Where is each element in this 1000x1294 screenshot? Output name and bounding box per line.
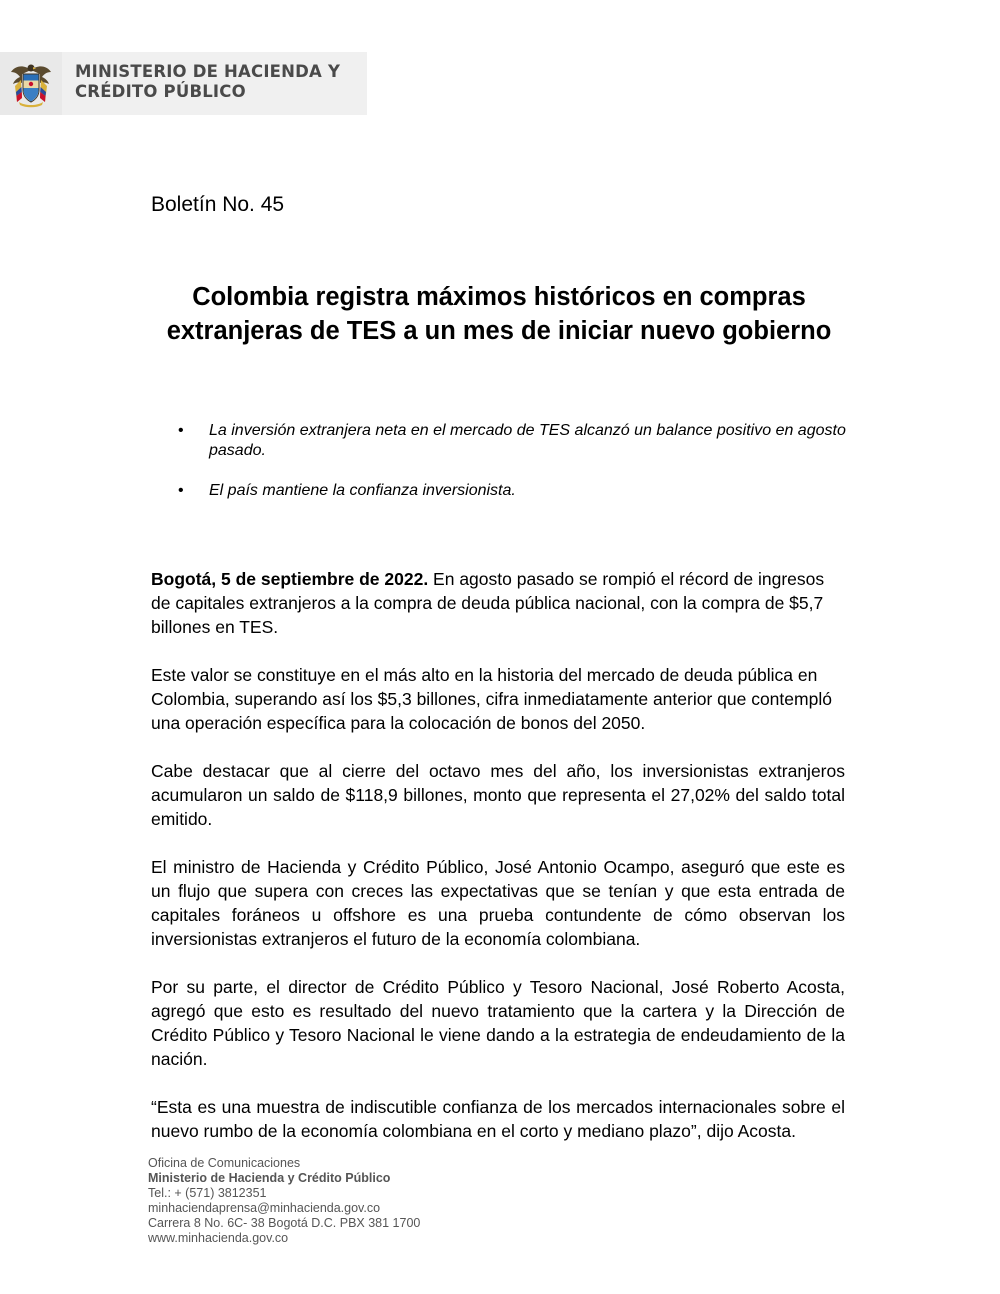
ministry-name-line1: MINISTERIO DE HACIENDA Y [75,62,341,81]
title-line1: Colombia registra máximos históricos en compras [192,283,806,311]
crest-cell [0,52,62,115]
title-line2: extranjeras de TES a un mes de iniciar nuevo gobierno [166,317,832,345]
colombia-coat-of-arms-icon [9,60,53,108]
footer-ministry: Ministerio de Hacienda y Crédito Público [148,1171,391,1185]
ministry-name [75,62,340,102]
paragraph: Este valor se constituye en el más alto en la historia del mercado de deuda pública en Colombia, superando así los $5,3 billones, cifra inmediatamente anterior que contempló una operación específica para la colocación de bonos del 2050. [151,665,832,733]
contact-footer [148,1156,420,1246]
dateline: Bogotá, 5 de septiembre de 2022. [151,569,429,589]
paragraph: Por su parte, el director de Crédito Público y Tesoro Nacional, José Roberto Acosta, agregó que esto es resultado del nuevo tratamiento que la cartera y la Dirección de Crédito Público y Tesoro Nacional le viene dando a la estrategia de endeudamiento de la nación. [151,977,845,1069]
paragraph-quote: “Esta es una muestra de indiscutible confianza de los mercados internacionales sobre el nuevo rumbo de la economía colombiana en el corto y mediano plazo”, dijo Acosta. [151,1097,845,1141]
highlight-item: • La inversión extranjera neta en el mercado de TES alcanzó un balance positivo en agosto pasado. [151,421,851,461]
paragraph-lead [151,567,845,639]
highlights-list [151,421,851,521]
ministry-name-line2: CRÉDITO PÚBLICO [75,82,246,101]
article-body [151,567,845,1167]
footer-email[interactable]: minhaciendaprensa@minhacienda.gov.co [148,1201,381,1215]
footer-website[interactable]: www.minhacienda.gov.co [148,1231,289,1245]
press-release-title [120,280,878,348]
footer-office: Oficina de Comunicaciones [148,1156,301,1170]
footer-phone: Tel.: + (571) 3812351 [148,1186,267,1200]
paragraph: El ministro de Hacienda y Crédito Público, José Antonio Ocampo, aseguró que este es un flujo que supera con creces las expectativas que se tenían y que esta entrada de capitales foráneos u offshore es una prueba contundente de cómo observan los inversionistas extranjeros el futuro de la economía colombiana. [151,857,845,949]
footer-address: Carrera 8 No. 6C- 38 Bogotá D.C. PBX 381 1700 [148,1216,421,1230]
paragraph-lead-text: En agosto pasado se rompió el récord de ingresos de capitales extranjeros a la compra de deuda pública nacional, con la compra de $5,7 billones en TES. [151,569,825,637]
ministry-header [0,52,367,115]
bulletin-number: Boletín No. 45 [151,193,285,216]
highlight-item: • El país mantiene la confianza inversionista. [151,481,851,501]
paragraph: Cabe destacar que al cierre del octavo mes del año, los inversionistas extranjeros acumularon un saldo de $118,9 billones, monto que representa el 27,02% del saldo total emitido. [151,761,845,829]
